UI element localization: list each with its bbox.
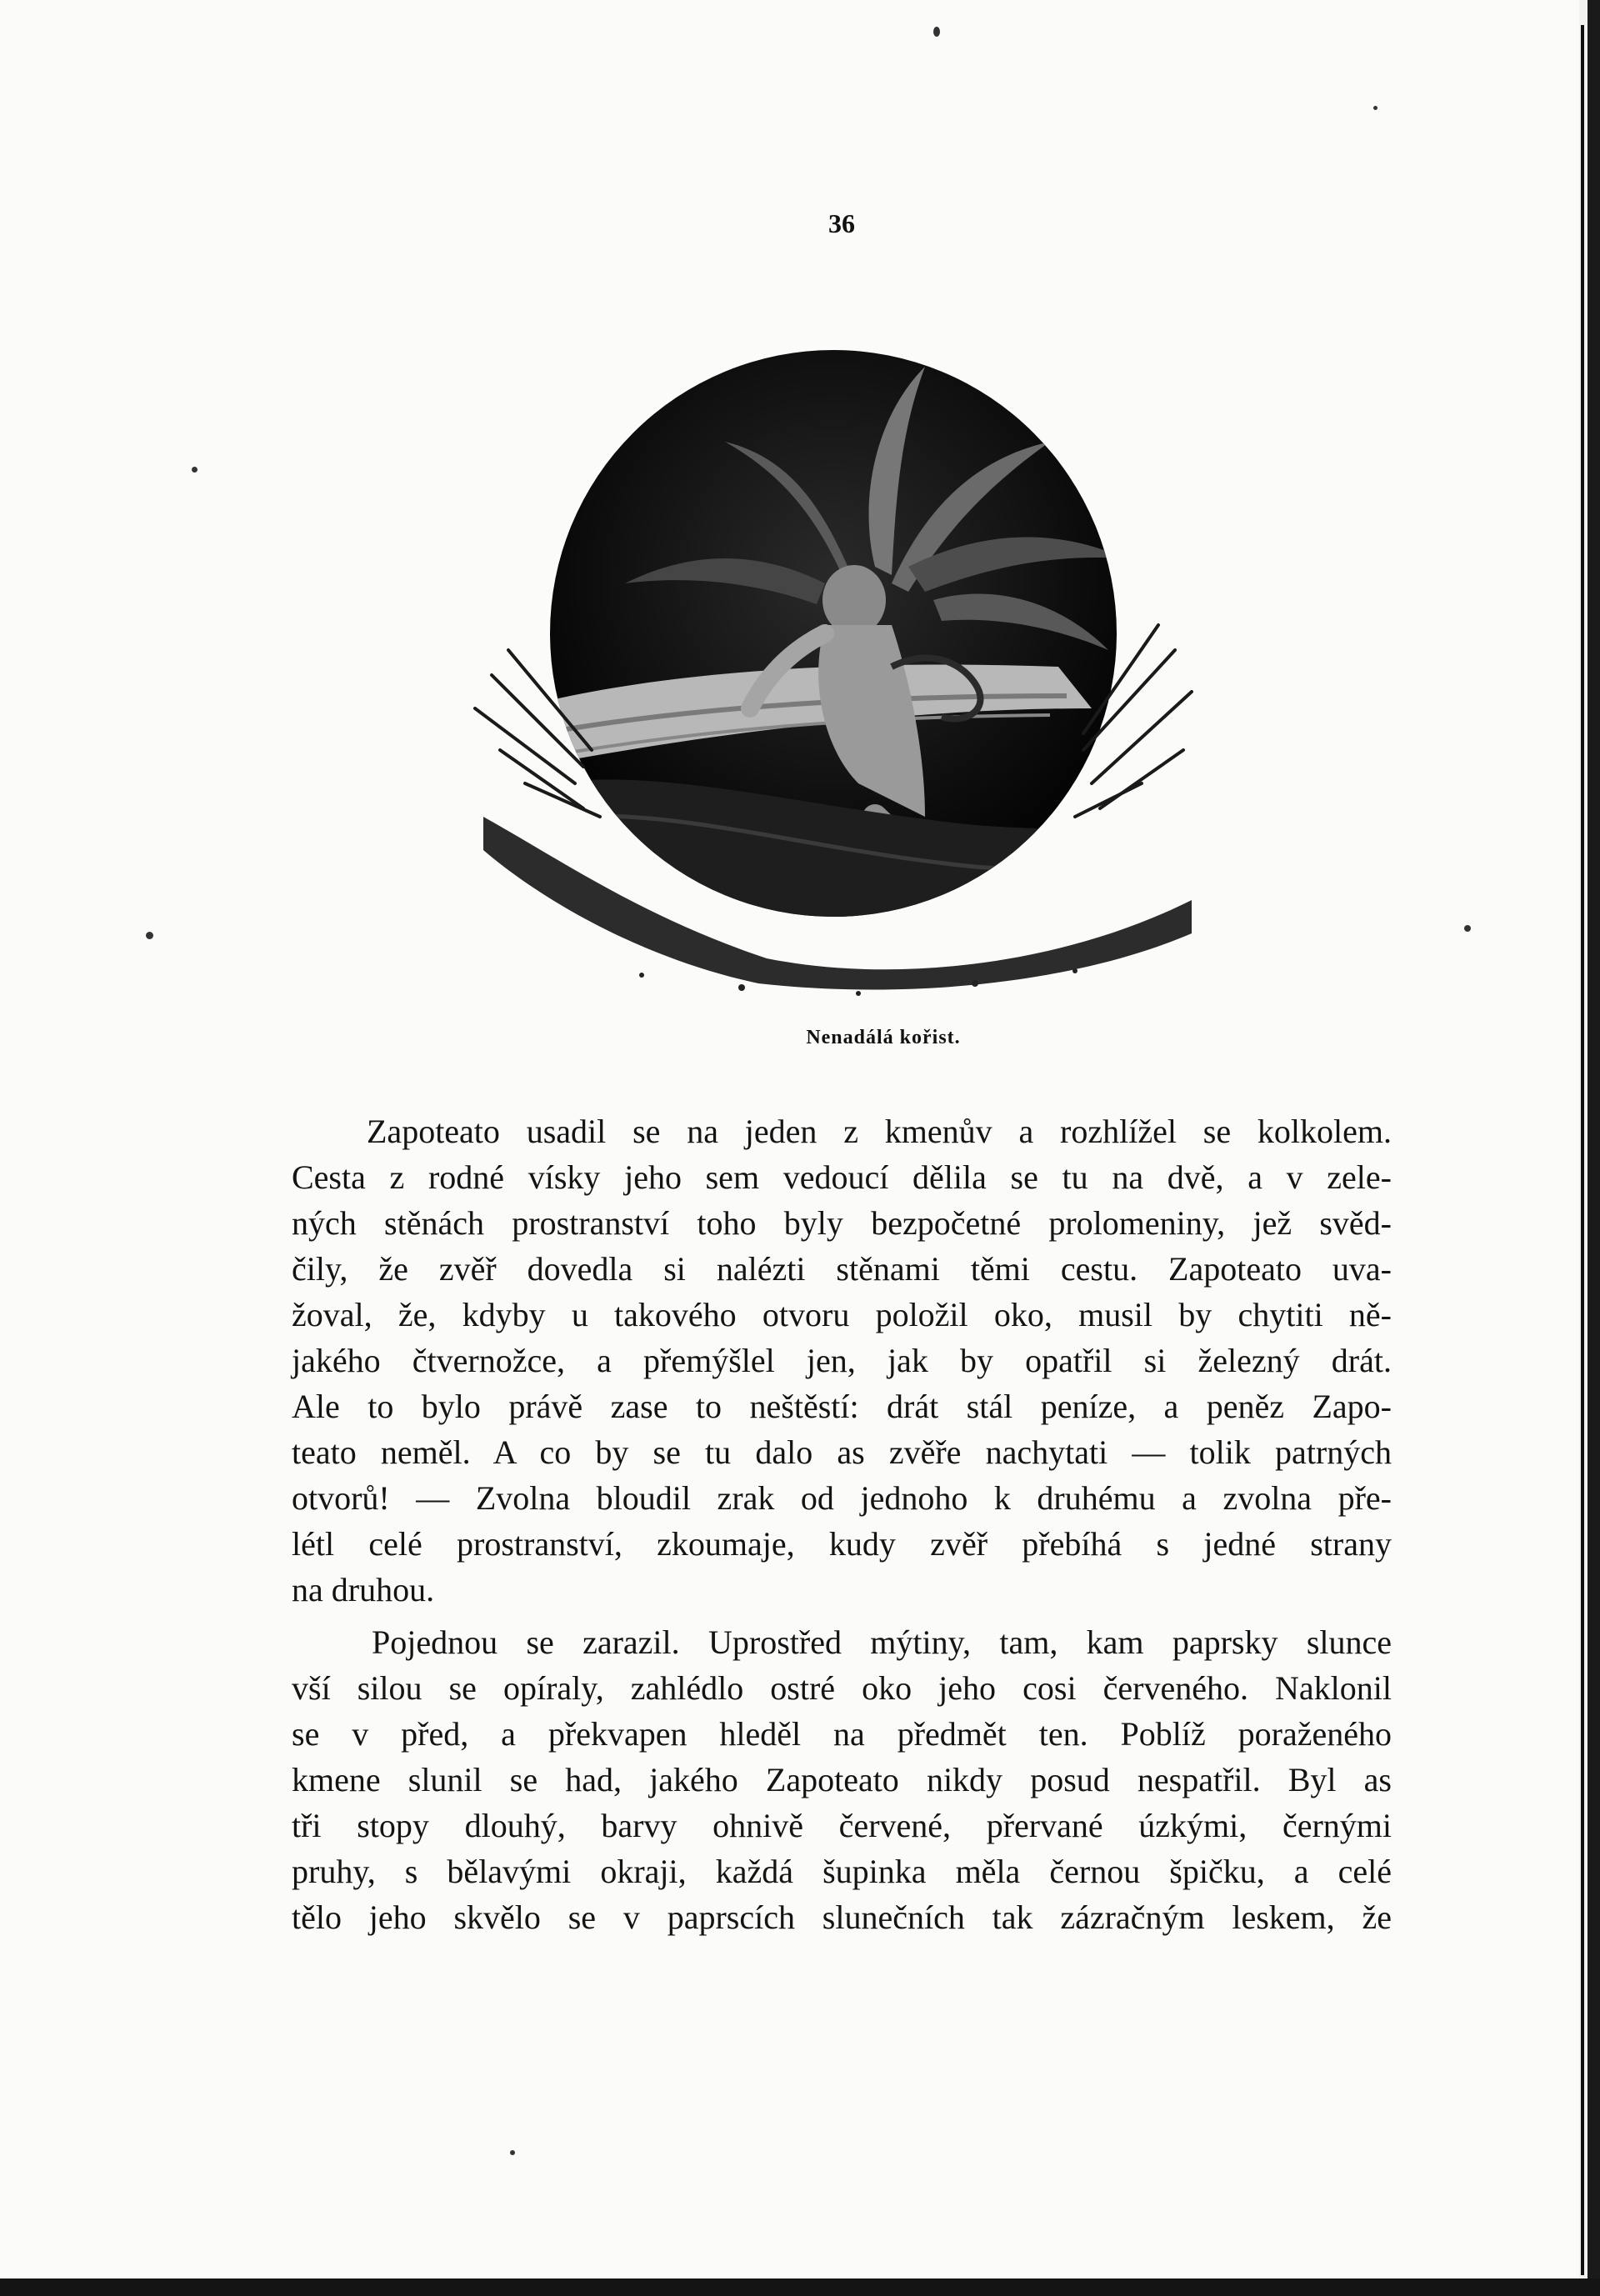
text-line: létl celé prostranství, zkoumaje, kudy zvěř přebíhá s jedné strany [292, 1525, 1392, 1563]
page-edge-rule [1579, 0, 1588, 2296]
text-line: vší silou se opíraly, zahlédlo ostré oko jeho cosi červeného. Naklonil [292, 1669, 1392, 1707]
body-text [292, 1108, 1392, 1940]
snake-in-jungle-illustration [392, 317, 1292, 1025]
text-line: pruhy, s bělavými okraji, každá šupinka měla černou špičku, a celé [292, 1853, 1392, 1890]
text-line: žoval, že, kdyby u takového otvoru položil oko, musil by chytiti ně- [292, 1296, 1392, 1333]
text-line: otvorů! — Zvolna bloudil zrak od jednoho k druhému a zvolna pře- [292, 1479, 1392, 1517]
paragraph [292, 1619, 1392, 1940]
page-bottom-edge [0, 2278, 1600, 2296]
text-line: ných stěnách prostranství toho byly bezpočetné prolomeniny, jež svěd- [292, 1204, 1392, 1242]
scan-speck [1464, 925, 1471, 932]
text-line: tělo jeho skvělo se v paprscích slunečních tak zázračným leskem, že [292, 1898, 1392, 1936]
text-line: se v před, a překvapen hleděl na předmět ten. Poblíž poraženého [292, 1715, 1392, 1753]
text-line: Cesta z rodné vísky jeho sem vedoucí dělila se tu na dvě, a v zele- [292, 1158, 1392, 1196]
illustration-caption: Nenadálá kořist. [806, 1027, 961, 1048]
text-line: tři stopy dlouhý, barvy ohnivě červené, přervané úzkými, černými [292, 1807, 1392, 1844]
scan-speck [933, 27, 940, 37]
scan-speck [192, 467, 198, 473]
page-number: 36 [828, 208, 855, 238]
text-line: jakého čtvernožce, a přemýšlel jen, jak by opatřil si železný drát. [292, 1342, 1392, 1379]
paragraph [292, 1108, 1392, 1613]
scan-speck [1373, 106, 1378, 110]
scan-speck [146, 932, 153, 939]
text-line: na druhou. [292, 1571, 435, 1608]
text-line: teato neměl. A co by se tu dalo as zvěře nachytati — tolik patrných [292, 1433, 1392, 1471]
text-line: Ale to bylo právě zase to neštěstí: drát stál peníze, a peněz Zapo- [292, 1388, 1392, 1425]
text-line: Zapoteato usadil se na jeden z kmenův a rozhlížel se kolkolem. [367, 1113, 1392, 1150]
text-line: Pojednou se zarazil. Uprostřed mýtiny, tam, kam paprsky slunce [372, 1623, 1392, 1661]
scan-speck [510, 2150, 515, 2155]
text-line: čily, že zvěř dovedla si nalézti stěnami těmi cestu. Zapoteato uva- [292, 1250, 1392, 1288]
text-line: kmene slunil se had, jakého Zapoteato nikdy posud nespatřil. Byl as [292, 1761, 1392, 1798]
